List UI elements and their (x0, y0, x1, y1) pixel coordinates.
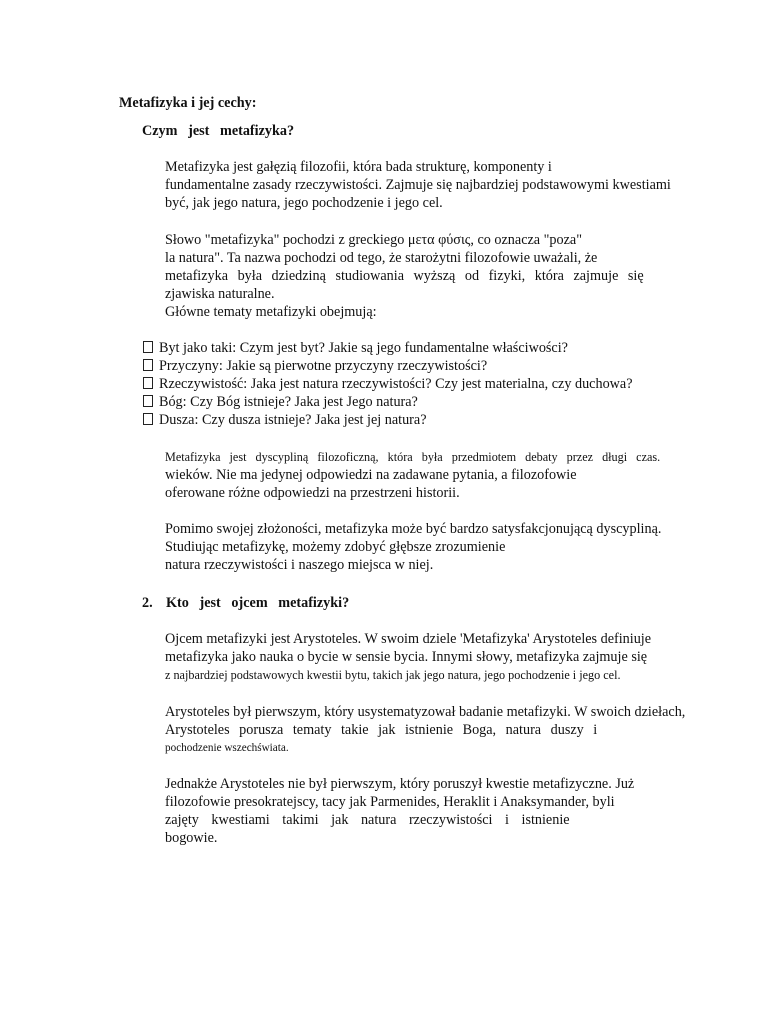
s1-p4-line-1: Pomimo swojej złożoności, metafizyka może być bardzo satysfakcjonującą dyscypliną. (165, 521, 662, 537)
s1-p2-line-2: la natura". Ta nazwa pochodzi od tego, że starożytni filozofowie uważali, że (165, 250, 598, 266)
s1-p3-line-3: oferowane różne odpowiedzi na przestrzeni historii. (165, 485, 460, 501)
s2-p3-line-4: bogowie. (165, 830, 218, 846)
s2-p2-line-1: Arystoteles był pierwszym, który usystematyzował badanie metafizyki. W swoich dziełach, (165, 704, 686, 720)
bullet-box-icon (143, 395, 153, 407)
topic-bullet (143, 339, 568, 357)
topic-bullet-text: Bóg: Czy Bóg istnieje? Jaka jest Jego natura? (159, 394, 418, 410)
s1-p2-line-3: metafizyka była dziedziną studiowania wyższą od fizyki, która zajmuje się (165, 268, 644, 284)
s1-p3-line-1: Metafizyka jest dyscypliną filozoficzną, która była przedmiotem debaty przez długi czas. (165, 450, 661, 464)
s2-p2-line-3: pochodzenie wszechświata. (165, 742, 289, 754)
topic-bullet-text: Byt jako taki: Czym jest byt? Jakie są jego fundamentalne właściwości? (159, 340, 568, 356)
s1-p2-line-1: Słowo "metafizyka" pochodzi z greckiego μετα φύσις, co oznacza "poza" (165, 232, 582, 248)
s1-p3-line-2: wieków. Nie ma jedynej odpowiedzi na zadawane pytania, a filozofowie (165, 467, 577, 483)
document-title: Metafizyka i jej cechy: (119, 95, 257, 111)
topic-bullet (143, 411, 427, 429)
s2-p1-line-2: metafizyka jako nauka o bycie w sensie bycia. Innymi słowy, metafizyka zajmuje się (165, 649, 648, 665)
topic-bullet (143, 357, 487, 375)
section-2-heading: Kto jest ojcem metafizyki? (166, 595, 350, 611)
s1-p2-line-4: zjawiska naturalne. (165, 286, 275, 302)
s1-p4-line-3: natura rzeczywistości i naszego miejsca w niej. (165, 557, 434, 573)
s2-p3-line-3: zajęty kwestiami takimi jak natura rzeczywistości i istnienie (165, 812, 570, 828)
s1-p2-line-5: Główne tematy metafizyki obejmują: (165, 304, 377, 320)
s1-p1-line-1: Metafizyka jest gałęzią filozofii, która bada strukturę, komponenty i (165, 159, 552, 175)
bullet-box-icon (143, 413, 153, 425)
s1-p4-line-2: Studiując metafizykę, możemy zdobyć głębsze zrozumienie (165, 539, 506, 555)
s1-p1-line-2: fundamentalne zasady rzeczywistości. Zajmuje się najbardziej podstawowymi kwestiami (165, 177, 671, 193)
s1-p1-line-3: być, jak jego natura, jego pochodzenie i jego cel. (165, 195, 443, 211)
section-1-heading: Czym jest metafizyka? (142, 123, 295, 139)
topic-bullet (143, 393, 418, 411)
section-2-number: 2. (142, 595, 153, 611)
topic-bullet-text: Dusza: Czy dusza istnieje? Jaka jest jej natura? (159, 412, 427, 428)
s2-p3-line-2: filozofowie presokratejscy, tacy jak Parmenides, Heraklit i Anaksymander, byli (165, 794, 615, 810)
s2-p1-line-3: z najbardziej podstawowych kwestii bytu, takich jak jego natura, jego pochodzenie i jego cel. (165, 668, 621, 682)
s2-p3-line-1: Jednakże Arystoteles nie był pierwszym, który poruszył kwestie metafizyczne. Już (165, 776, 635, 792)
bullet-box-icon (143, 359, 153, 371)
topic-bullet-text: Rzeczywistość: Jaka jest natura rzeczywistości? Czy jest materialna, czy duchowa? (159, 376, 633, 392)
s2-p2-line-2: Arystoteles porusza tematy takie jak istnienie Boga, natura duszy i (165, 722, 598, 738)
bullet-box-icon (143, 341, 153, 353)
s2-p1-line-1: Ojcem metafizyki jest Arystoteles. W swoim dziele 'Metafizyka' Arystoteles definiuje (165, 631, 652, 647)
topic-bullet (143, 375, 633, 393)
topic-bullet-text: Przyczyny: Jakie są pierwotne przyczyny rzeczywistości? (159, 358, 488, 374)
bullet-box-icon (143, 377, 153, 389)
